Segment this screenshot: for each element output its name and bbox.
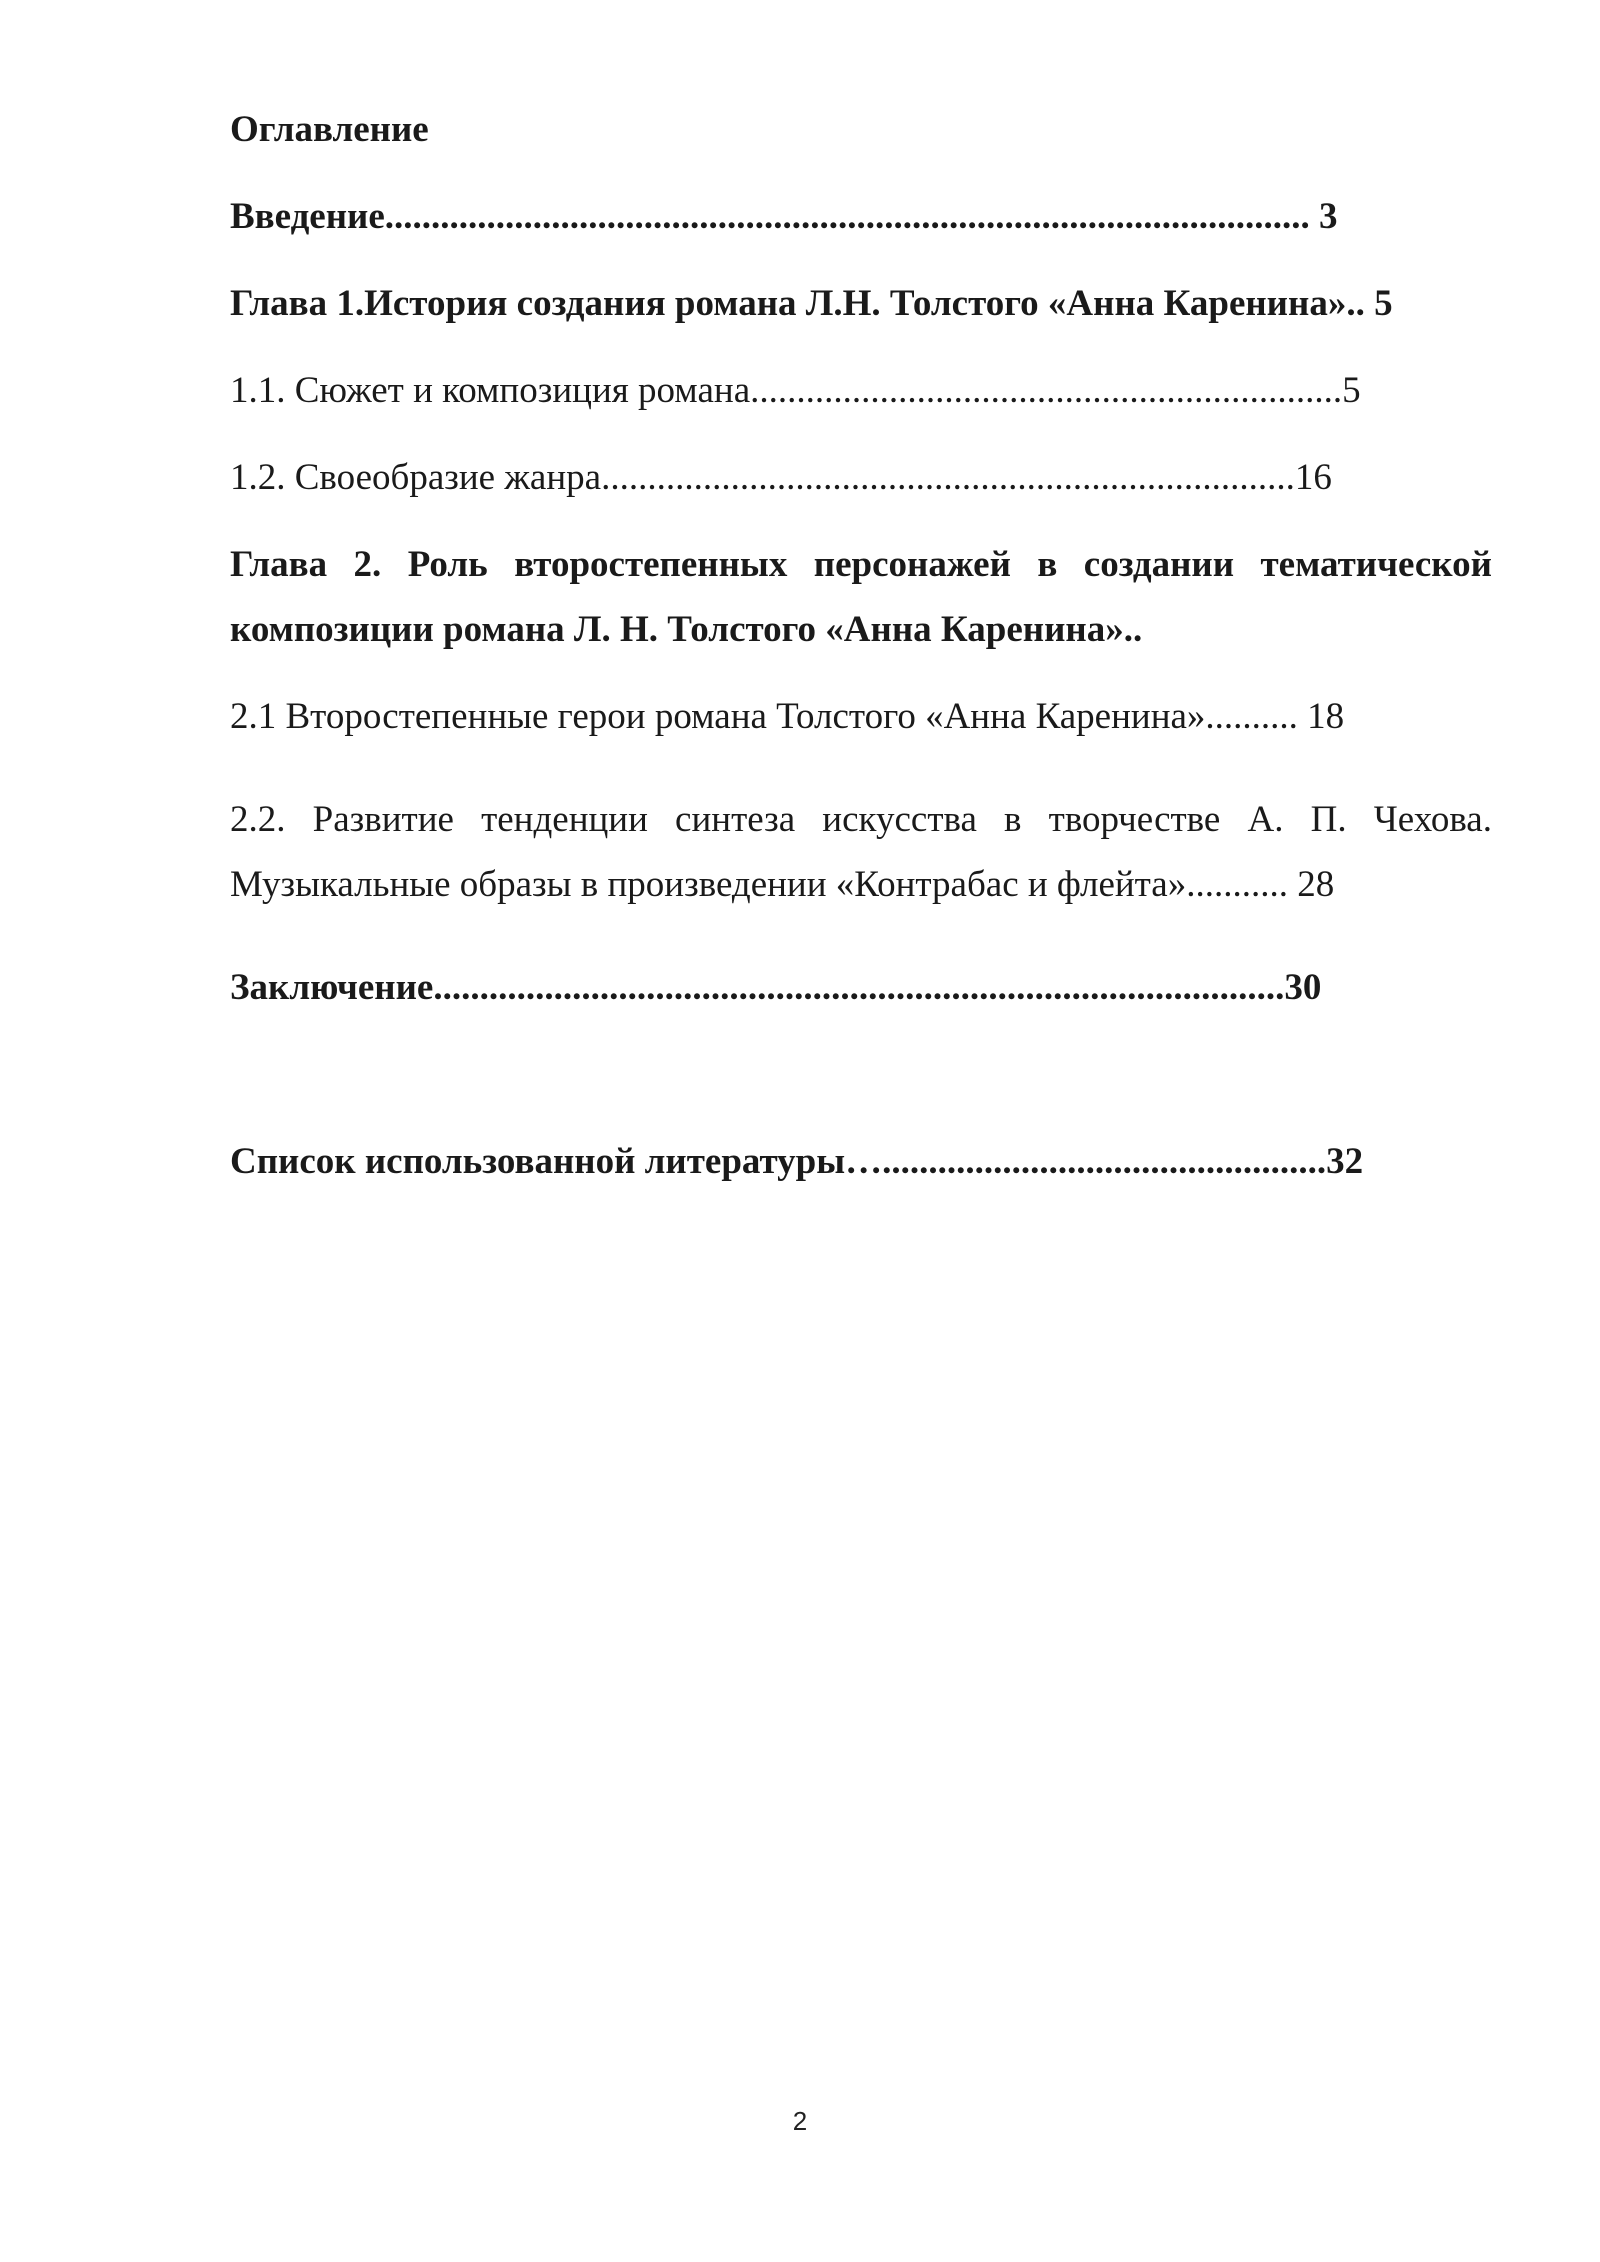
toc-entry-introduction: Введение.................................................................................................... 3 [230,196,1338,237]
toc-title: Оглавление [230,109,429,150]
toc-entry-bibliography: Список использованной литературы…................................................32 [230,1141,1364,1182]
word: синтеза [675,799,796,840]
toc-entry-chapter-2-line-2: композиции романа Л. Н. Толстого «Анна Каренина».. [230,609,1143,650]
toc-entry-section-2-2-line-1 [230,798,1492,841]
word: А. [1247,799,1284,840]
toc-entry-chapter-2-line-1 [230,543,1492,586]
word: Роль [407,544,488,585]
word: 2. [353,544,382,585]
word: в [1004,799,1022,840]
word: в [1037,544,1058,585]
word: искусства [822,799,977,840]
word: тематической [1260,544,1492,585]
word: П. [1310,799,1347,840]
word: Глава [230,544,328,585]
toc-entry-section-2-2-line-2: Музыкальные образы в произведении «Контрабас и флейта»........... 28 [230,864,1335,905]
word: Чехова. [1373,799,1492,840]
word: 2.2. [230,799,286,840]
word: тенденции [481,799,648,840]
word: творчестве [1048,799,1221,840]
toc-entry-section-1-2: 1.2. Своеобразие жанра...........................................................................16 [230,457,1332,498]
word: создании [1083,544,1235,585]
word: второстепенных [514,544,788,585]
word: Развитие [312,799,454,840]
word: персонажей [813,544,1011,585]
toc-entry-section-2-1: 2.1 Второстепенные герои романа Толстого «Анна Каренина».......... 18 [230,696,1345,737]
toc-entry-conclusion: Заключение............................................................................................30 [230,967,1322,1008]
toc-entry-chapter-1: Глава 1.История создания романа Л.Н. Толстого «Анна Каренина».. 5 [230,283,1393,324]
toc-entry-section-1-1: 1.1. Сюжет и композиция романа................................................................5 [230,370,1361,411]
page-number: 2 [792,2106,808,2136]
